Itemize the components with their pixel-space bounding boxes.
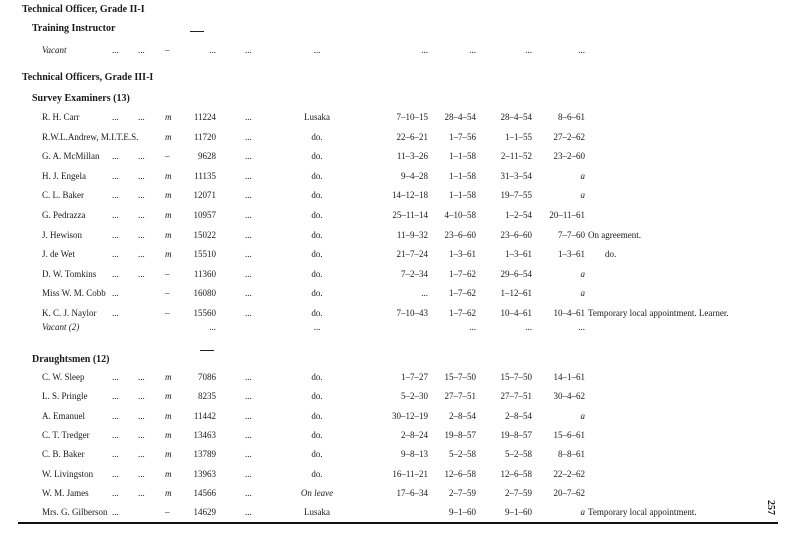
cell-date: 1–3–61 [449,249,476,260]
cell-date: 1–1–58 [449,170,476,181]
cell-remarks: Temporary local appointment. [588,507,697,518]
cell-date: 15–7–50 [444,372,476,382]
cell-date: 28–4–54 [444,112,476,122]
cell-date: 5–2–30 [401,391,428,402]
cell-sex: m [165,410,172,421]
cell-number: ... [209,45,216,55]
cell-sex: m [165,210,172,220]
cell-station: do. [311,308,323,318]
cell-name: C. T. Tredger [42,429,90,440]
cell-sex: – [165,45,170,55]
table-row [0,469,800,488]
cell-station: do. [311,229,323,240]
cell-name: H. J. Engela [42,170,86,181]
cell-dots: ... [112,229,119,240]
cell-date: 1–1–58 [449,190,476,201]
cell-remarks: do. [605,249,617,260]
cell-sex: m [165,249,172,260]
cell-date: a [580,170,585,181]
cell-date: 20–7–62 [553,487,585,498]
cell-number: 15022 [193,229,216,240]
cell-date: 9–1–60 [449,507,476,518]
cell-dots: ... [245,391,252,402]
cell-dots: ... [138,468,145,479]
cell-date: 23–6–60 [500,229,532,240]
cell-date: 1–3–61 [505,249,532,260]
cell-station: do. [311,210,323,220]
cell-date: 2–11–52 [500,151,532,162]
cell-sex: m [165,372,172,382]
cell-dots: ... [112,45,119,55]
cell-date: 25–11–14 [392,210,428,220]
cell-dots: ... [138,487,145,498]
cell-name: C. B. Baker [42,449,85,460]
cell-station: do. [311,268,323,279]
cell-number: 11135 [194,170,216,181]
cell-date: 2–7–59 [449,487,476,498]
cell-date: 1–2–54 [505,210,532,220]
cell-date: 1–7–62 [449,288,476,299]
cell-sex: m [165,131,172,142]
cell-dots: ... [245,372,252,382]
cell-date: 20–11–61 [549,210,585,220]
cell-dots: ... [138,391,145,402]
cell-date: 1–7–62 [449,308,476,318]
cell-date: a [580,410,585,421]
cell-name: D. W. Tomkins [42,268,97,279]
cell-date: ... [525,322,532,332]
cell-date: 5–2–58 [505,449,532,460]
cell-dots: ... [245,268,252,279]
cell-number: 14566 [193,487,216,498]
cell-name: Vacant [42,45,67,55]
cell-date: 19–8–57 [500,429,532,440]
cell-date: 23–2–60 [553,151,585,162]
cell-station: do. [311,429,323,440]
cell-number: 14629 [193,507,216,518]
cell-sex: – [165,151,170,162]
cell-date: 9–1–60 [505,507,532,518]
subsection-title-survey-examiners: Survey Examiners (13) [32,93,130,104]
table-row [0,411,800,430]
cell-dots: ... [138,210,145,220]
cell-date: 27–7–51 [500,391,532,402]
cell-station: do. [311,372,323,382]
cell-date: 1–1–58 [449,151,476,162]
table-row [0,210,800,229]
cell-date: 8–8–61 [558,449,585,460]
cell-date: a [580,190,585,201]
cell-date: 22–6–21 [396,131,428,142]
cell-dots: ... [138,429,145,440]
cell-date: ... [578,45,585,55]
table-row [0,112,800,131]
cell-date: 12–6–58 [444,468,476,479]
cell-dots: ... [112,429,119,440]
table-row [0,449,800,468]
cell-station: do. [311,449,323,460]
cell-date: 10–4–61 [553,308,585,318]
cell-date: 23–6–60 [444,229,476,240]
cell-number: 13963 [193,468,216,479]
cell-dots: ... [138,190,145,201]
cell-number: 7086 [198,372,216,382]
cell-dots: ... [112,372,119,382]
cell-dots: ... [112,449,119,460]
cell-sex: – [165,308,170,318]
cell-station: Lusaka [304,112,330,122]
cell-name: G. A. McMillan [42,151,100,162]
cell-name: W. M. James [42,487,89,498]
cell-number: 11442 [193,410,216,421]
cell-station: do. [311,288,323,299]
cell-date: 1–7–62 [449,268,476,279]
cell-date: 14–12–18 [392,190,428,201]
cell-name: R. H. Carr [42,112,80,122]
cell-date: 19–8–57 [444,429,476,440]
cell-number: 16080 [193,288,216,299]
cell-name: G. Pedrazza [42,210,86,220]
cell-sex: m [165,429,172,440]
cell-date: 31–3–54 [500,170,532,181]
cell-station: do. [311,391,323,402]
cell-dots: ... [245,190,252,201]
cell-name: C. L. Baker [42,190,84,201]
cell-date: 27–7–51 [444,391,476,402]
table-row [0,488,800,507]
cell-date: 7–10–43 [396,308,428,318]
cell-dots: ... [112,487,119,498]
bottom-rule [18,522,778,524]
cell-date: 27–2–62 [553,131,585,142]
cell-dots: ... [245,410,252,421]
cell-sex: m [165,487,172,498]
table-row [0,391,800,410]
cell-date: 28–4–54 [500,112,532,122]
cell-date: 22–2–62 [553,468,585,479]
cell-name: Miss W. M. Cobb [42,288,106,299]
table-row [0,171,800,190]
cell-date: 16–11–21 [392,468,428,479]
table-row [0,288,800,307]
cell-date: 21–7–24 [396,249,428,260]
cell-date: ... [469,45,476,55]
table-row [0,322,800,341]
cell-number: 15560 [193,308,216,318]
cell-dots: ... [112,151,119,162]
cell-date: 8–6–61 [558,112,585,122]
cell-station: do. [311,190,323,201]
cell-date: a [580,507,585,518]
subsection-title-training-instructor: Training Instructor [32,23,116,34]
cell-date: 2–7–59 [505,487,532,498]
cell-dots: ... [112,170,119,181]
cell-remarks: On agreement. [588,229,641,240]
cell-dots: ... [245,249,252,260]
cell-date: 1–3–61 [558,249,585,260]
cell-name: R.W.L.Andrew, M.I.T.E.S. [42,131,139,142]
cell-sex: m [165,190,172,201]
cell-sex: – [165,268,170,279]
cell-station: On leave [300,487,334,498]
cell-sex: m [165,468,172,479]
cell-dots: ... [112,190,119,201]
cell-date: 7–2–34 [401,268,428,279]
cell-station: do. [311,131,323,142]
cell-date: 11–3–26 [396,151,428,162]
cell-number: 13463 [193,429,216,440]
cell-date: 1–7–56 [449,131,476,142]
cell-station: ... [313,45,321,55]
cell-name: A. Emanuel [42,410,85,421]
cell-date: 9–4–28 [401,170,428,181]
cell-date: 2–8–24 [401,429,428,440]
section-title-grade3: Technical Officers, Grade III-I [22,72,154,83]
cell-dots: ... [112,468,119,479]
cell-dots: ... [245,131,252,142]
cell-date: ... [525,45,532,55]
cell-date: 2–8–54 [505,410,532,421]
cell-number: ... [209,322,216,332]
cell-date: ... [469,322,476,332]
cell-date: 12–6–58 [500,468,532,479]
cell-station: do. [311,468,323,479]
table-row [0,45,800,64]
cell-dots: ... [245,449,252,460]
cell-date: 15–6–61 [553,429,585,440]
cell-name: W. Livingston [42,468,94,479]
section-dash [200,350,214,351]
cell-name: J. de Wet [42,249,75,260]
cell-sex: m [165,112,172,122]
cell-dots: ... [245,429,252,440]
table-row [0,132,800,151]
section-dash [190,31,204,32]
cell-station: ... [313,322,321,332]
cell-date: 19–7–55 [500,190,532,201]
cell-dots: ... [245,308,252,318]
cell-dots: ... [138,45,145,55]
cell-name: Vacant (2) [42,322,80,332]
cell-date: 4–10–58 [444,210,476,220]
cell-date: 14–1–61 [553,372,585,382]
cell-date: ... [421,288,428,299]
cell-dots: ... [245,468,252,479]
cell-dots: ... [112,249,119,260]
cell-dots: ... [112,288,119,299]
cell-station: do. [311,170,323,181]
cell-dots: ... [112,210,119,220]
cell-dots: ... [245,288,252,299]
cell-number: 12071 [193,190,216,201]
subsection-title-draughtsmen: Draughtsmen (12) [32,354,110,365]
cell-sex: – [165,507,170,518]
cell-dots: ... [138,112,145,122]
cell-date: 1–12–61 [500,288,532,299]
cell-number: 11720 [193,131,216,142]
cell-dots: ... [245,487,252,498]
table-row [0,190,800,209]
cell-number: 10957 [193,210,216,220]
cell-date: ... [421,45,428,55]
cell-dots: ... [112,507,119,518]
cell-name: L. S. Pringle [42,391,88,402]
cell-date: 30–12–19 [392,410,428,421]
cell-dots: ... [245,170,252,181]
cell-dots: ... [138,268,145,279]
cell-dots: ... [112,112,119,122]
page-number: 257 [765,500,776,515]
cell-dots: ... [138,249,145,260]
section-title-grade2: Technical Officer, Grade II-I [22,4,145,15]
cell-dots: ... [138,372,145,382]
cell-sex: m [165,170,172,181]
cell-date: 17–6–34 [396,487,428,498]
cell-dots: ... [112,410,119,421]
table-row [0,249,800,268]
table-row [0,230,800,249]
cell-dots: ... [138,449,145,460]
cell-dots: ... [245,229,252,240]
cell-station: do. [311,410,323,421]
cell-station: do. [311,151,323,162]
cell-dots: ... [138,170,145,181]
cell-dots: ... [245,507,252,518]
cell-date: 15–7–50 [500,372,532,382]
cell-number: 9628 [198,151,216,162]
cell-dots: ... [138,410,145,421]
cell-dots: ... [138,151,145,162]
cell-date: a [580,268,585,279]
cell-dots: ... [112,391,119,402]
cell-number: 11224 [193,112,216,122]
table-row [0,151,800,170]
cell-sex: m [165,229,172,240]
cell-date: 1–7–27 [401,372,428,382]
cell-date: 10–4–61 [500,308,532,318]
table-row [0,372,800,391]
cell-station: Lusaka [304,507,330,518]
cell-name: C. W. Sleep [42,372,85,382]
table-row [0,269,800,288]
cell-date: 30–4–62 [553,391,585,402]
cell-date: 2–8–54 [449,410,476,421]
cell-number: 15510 [193,249,216,260]
cell-sex: m [165,449,172,460]
cell-number: 13789 [193,449,216,460]
cell-dots: ... [245,210,252,220]
cell-name: J. Hewison [42,229,82,240]
cell-date: 7–10–15 [396,112,428,122]
cell-dots: ... [245,45,252,55]
cell-number: 11360 [193,268,216,279]
cell-dots: ... [245,112,252,122]
cell-station: do. [311,249,323,260]
cell-date: 5–2–58 [449,449,476,460]
cell-date: 1–1–55 [505,131,532,142]
cell-sex: m [165,391,172,402]
cell-remarks: Temporary local appointment. Learner. [588,308,729,318]
cell-date: ... [578,322,585,332]
cell-name: Mrs. G. Gilberson [42,507,108,518]
cell-dots: ... [245,151,252,162]
cell-dots: ... [138,229,145,240]
cell-name: K. C. J. Naylor [42,308,97,318]
cell-date: 7–7–60 [558,229,585,240]
cell-dots: ... [112,268,119,279]
cell-dots: ... [112,308,119,318]
cell-date: a [580,288,585,299]
cell-date: 9–8–13 [401,449,428,460]
table-row [0,430,800,449]
cell-date: 29–6–54 [500,268,532,279]
cell-date: 11–9–32 [396,229,428,240]
cell-sex: – [165,288,170,299]
cell-number: 8235 [198,391,216,402]
